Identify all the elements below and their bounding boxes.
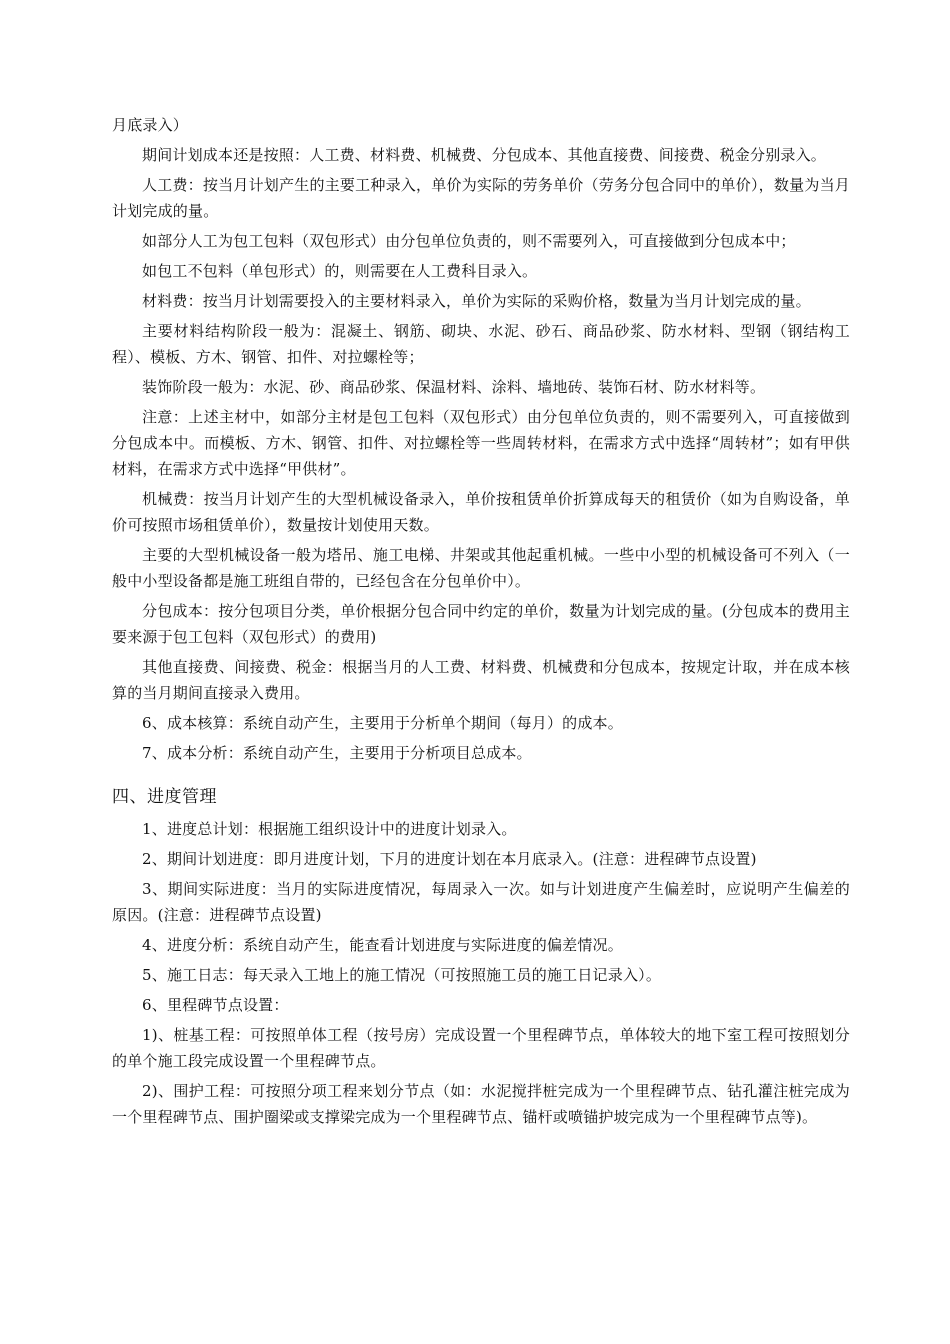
document-page: [112, 112, 850, 1134]
paragraph-master-schedule: 1、进度总计划：根据施工组织设计中的进度计划录入。: [142, 820, 517, 838]
paragraph-machinery-cost: 机械费：按当月计划产生的大型机械设备录入，单价按租赁单价折算成每天的租赁价（如为自购设备，单价可按照市场租赁单价），数量按计划使用天数。: [112, 490, 850, 534]
paragraph-main-materials-decoration: 装饰阶段一般为：水泥、砂、商品砂浆、保温材料、涂料、墙地砖、装饰石材、防水材料等。: [142, 378, 766, 396]
paragraph-period-plan-cost: 期间计划成本还是按照：人工费、材料费、机械费、分包成本、其他直接费、间接费、税金分别录入。: [142, 146, 827, 164]
paragraph-pile-foundation: 1)、桩基工程：可按照单体工程（按号房）完成设置一个里程碑节点，单体较大的地下室工程可按照划分的单个施工段完成设置一个里程碑节点。: [112, 1026, 850, 1070]
paragraph-other-costs: 其他直接费、间接费、税金：根据当月的人工费、材料费、机械费和分包成本，按规定计取，并在成本核算的当月期间直接录入费用。: [112, 658, 850, 702]
paragraph-schedule-analysis: 4、进度分析：系统自动产生，能查看计划进度与实际进度的偏差情况。: [142, 936, 623, 954]
paragraph-labor-cost: 人工费：按当月计划产生的主要工种录入，单价为实际的劳务单价（劳务分包合同中的单价），数量为当月计划完成的量。: [112, 176, 850, 220]
paragraph-cost-analysis: 7、成本分析：系统自动产生，主要用于分析项目总成本。: [142, 744, 532, 762]
paragraph-subcontract-cost: 分包成本：按分包项目分类，单价根据分包合同中约定的单价，数量为计划完成的量。(分包成本的费用主要来源于包工包料（双包形式）的费用): [112, 602, 850, 646]
paragraph-continuation: 月底录入）: [112, 116, 189, 134]
paragraph-period-plan-schedule: 2、期间计划进度：即月进度计划，下月的进度计划在本月底录入。(注意：进程碑节点设置): [142, 850, 757, 868]
paragraph-cost-accounting: 6、成本核算：系统自动产生，主要用于分析单个期间（每月）的成本。: [142, 714, 623, 732]
paragraph-material-cost: 材料费：按当月计划需要投入的主要材料录入，单价为实际的采购价格，数量为当月计划完成的量。: [142, 292, 811, 310]
paragraph-material-note: 注意：上述主材中，如部分主材是包工包料（双包形式）由分包单位负责的，则不需要列入，可直接做到分包成本中。而模板、方木、钢管、扣件、对拉螺栓等一些周转材料，在需求方式中选择“周转材”；如有甲供材料，在需求方式中选择“甲供材”。: [112, 408, 850, 478]
paragraph-retaining-works: 2)、围护工程：可按照分项工程来划分节点（如：水泥搅拌桩完成为一个里程碑节点、钻孔灌注桩完成为一个里程碑节点、围护圈梁或支撑梁完成为一个里程碑节点、锚杆或喷锚护坡完成为一个里程碑节点等)。: [112, 1082, 850, 1126]
paragraph-machinery-types: 主要的大型机械设备一般为塔吊、施工电梯、井架或其他起重机械。一些中小型的机械设备可不列入（一般中小型设备都是施工班组自带的，已经包含在分包单价中）。: [112, 546, 850, 590]
paragraph-labor-double-package: 如部分人工为包工包料（双包形式）由分包单位负责的，则不需要列入，可直接做到分包成本中；: [142, 232, 796, 250]
paragraph-construction-log: 5、施工日志：每天录入工地上的施工情况（可按照施工员的施工日记录入）。: [142, 966, 662, 984]
paragraph-main-materials-structure: 主要材料结构阶段一般为：混凝土、钢筋、砌块、水泥、砂石、商品砂浆、防水材料、型钢（钢结构工程）、模板、方木、钢管、扣件、对拉螺栓等；: [112, 322, 850, 366]
paragraph-milestone-setup: 6、里程碑节点设置：: [142, 996, 289, 1014]
paragraph-labor-single-package: 如包工不包料（单包形式）的，则需要在人工费科目录入。: [142, 262, 538, 280]
paragraph-period-actual-schedule: 3、期间实际进度：当月的实际进度情况，每周录入一次。如与计划进度产生偏差时，应说明产生偏差的原因。(注意：进程碑节点设置): [112, 880, 850, 924]
section-heading-schedule: 四、进度管理: [112, 787, 217, 807]
